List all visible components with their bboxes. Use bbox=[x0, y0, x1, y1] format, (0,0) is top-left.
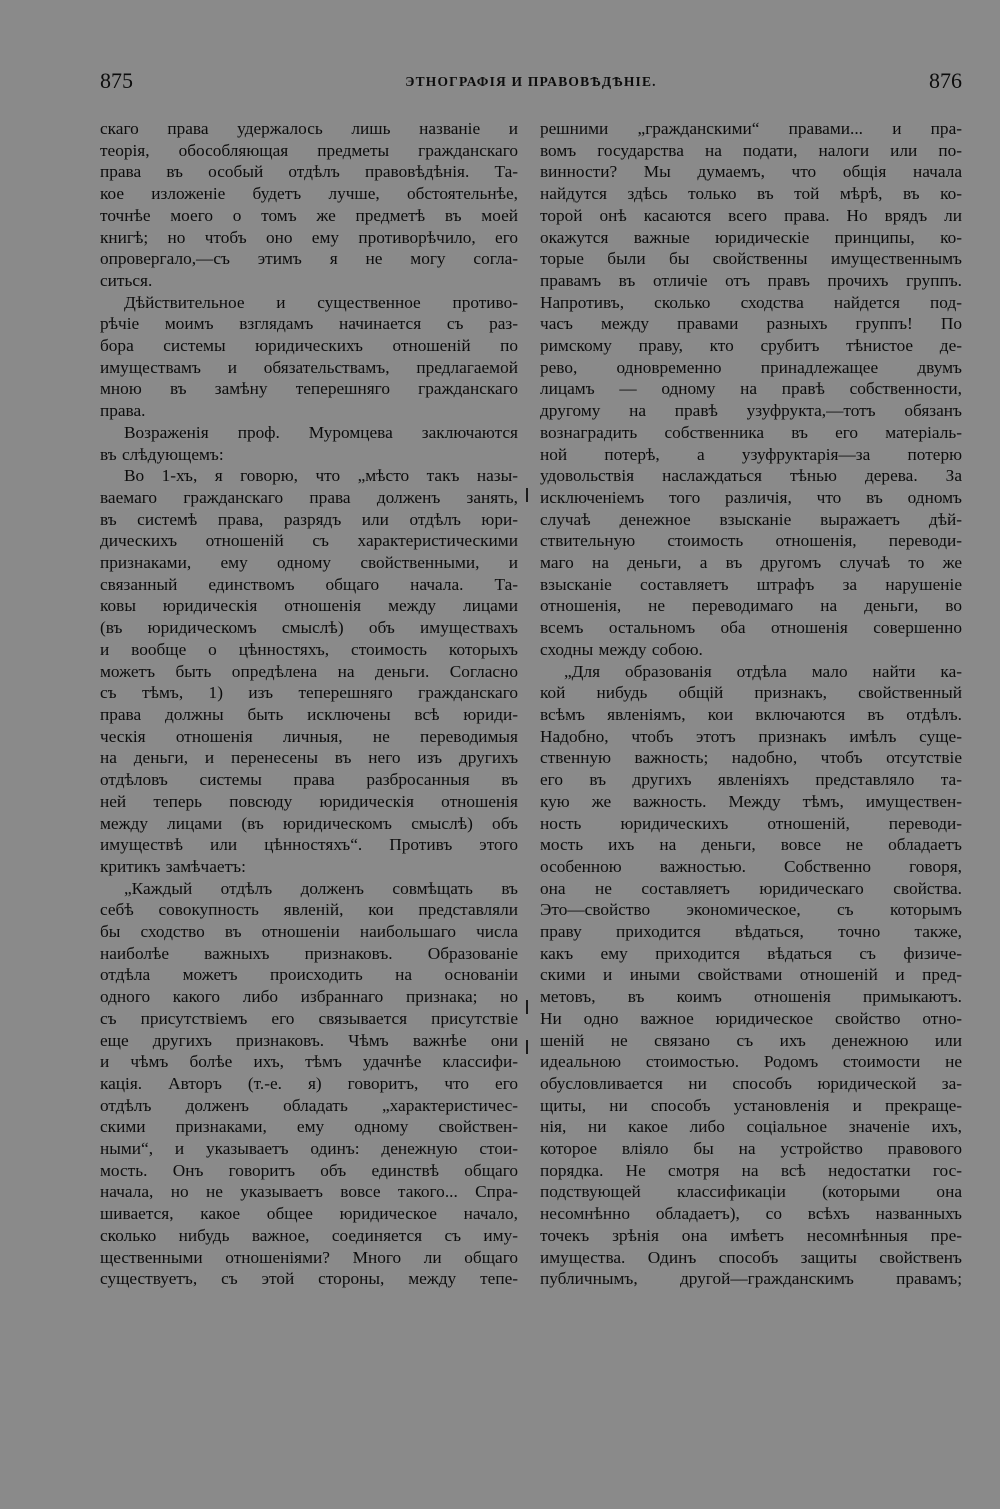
text-line: взысканіе составляетъ штрафъ за нарушеніе bbox=[540, 574, 962, 594]
text-line: имуществамъ и обязательствамъ, предлагаемой bbox=[100, 357, 518, 377]
text-line: ственную важность; надобно, чтобъ отсутствіе bbox=[540, 748, 962, 768]
text-line: какъ ему приходится вѣдаться съ физиче- bbox=[540, 943, 962, 963]
margin-mark bbox=[526, 1040, 528, 1054]
text-line: Напротивъ, сколько сходства найдется под- bbox=[540, 292, 962, 312]
text-line: (въ юридическомъ смыслѣ) объ имуществахъ bbox=[100, 618, 518, 638]
text-line: книгѣ; но чтобъ оно ему противорѣчило, его bbox=[100, 227, 518, 247]
text-line: его въ другихъ явленіяхъ представляло та- bbox=[540, 770, 962, 790]
text-line: себѣ совокупность явленій, кои представляли bbox=[100, 900, 518, 920]
text-line: Дѣйствительное и существенное противо- bbox=[124, 292, 518, 312]
text-line: особенною важностью. Собственно говоря, bbox=[540, 856, 962, 876]
text-line: скаго права удержалось лишь названіе и bbox=[100, 119, 518, 138]
text-line: порядка. Не смотря на всѣ недостатки гос- bbox=[540, 1160, 962, 1180]
text-line: признаками, ему одному свойственными, и bbox=[100, 553, 518, 573]
margin-mark bbox=[526, 1000, 528, 1014]
text-line: „Каждый отдѣлъ долженъ совмѣщать въ bbox=[124, 878, 518, 898]
text-line: существуетъ, съ этой стороны, между тепе- bbox=[100, 1269, 518, 1289]
text-line: ными“, и указываетъ одинъ: денежную стои- bbox=[100, 1139, 518, 1159]
text-line: сходны между собою. bbox=[540, 639, 703, 659]
text-line: съ присутствіемъ его связывается присутствіе bbox=[100, 1008, 518, 1028]
text-line: винности? Мы думаемъ, что общія начала bbox=[540, 162, 962, 182]
text-line: ствительную стоимость отношенія, переводи- bbox=[540, 531, 962, 551]
text-line: торые были бы свойственны имущественнымъ bbox=[540, 249, 962, 269]
text-line: отдѣловъ системы права разбросанныя въ bbox=[100, 770, 518, 790]
text-line: бы сходство въ отношеніи наибольшаго числа bbox=[100, 922, 518, 942]
text-line: отдѣлъ долженъ обладать „характеристичес- bbox=[100, 1095, 518, 1115]
text-line: найдутся здѣсь только въ той мѣрѣ, въ ко- bbox=[540, 184, 962, 204]
text-line: „Для образованія отдѣла мало найти ка- bbox=[564, 661, 962, 681]
text-line: точнѣе моего о томъ же предметѣ въ моей bbox=[100, 205, 518, 225]
text-line: часъ между правами разныхъ группъ! По bbox=[540, 314, 962, 334]
text-line: наиболѣе важныхъ признаковъ. Образованіе bbox=[100, 943, 518, 963]
text-line: кой нибудь общій признакъ, свойственный bbox=[540, 683, 962, 703]
text-line: окажутся важные юридическіе принципы, ко- bbox=[540, 227, 962, 247]
text-line: метовъ, въ коимъ отношенія примыкаютъ. bbox=[540, 987, 962, 1007]
text-line: вознаградить собственника въ его матеріаль- bbox=[540, 422, 962, 442]
text-line: еще другихъ признаковъ. Чѣмъ важнѣе они bbox=[100, 1030, 518, 1050]
column-gutter bbox=[527, 120, 528, 1420]
text-line: она не составляетъ юридическаго свойства. bbox=[540, 878, 962, 898]
text-line: щественными отношеніями? Много ли общаго bbox=[100, 1247, 518, 1267]
text-line: бора системы юридическихъ отношеній по bbox=[100, 336, 518, 356]
text-line: начала, но не указываетъ вовсе такого... Спра- bbox=[100, 1182, 518, 1202]
text-line: отдѣла можетъ происходить на основаніи bbox=[100, 965, 518, 985]
left-text-column bbox=[100, 118, 518, 1290]
text-line: праву приходится вѣдаться, точно также, bbox=[540, 922, 962, 942]
text-line: можетъ быть опредѣлена на деньги. Согласно bbox=[100, 661, 518, 681]
text-line: исключеніемъ того различія, что въ одномъ bbox=[540, 487, 962, 507]
text-line: критикъ замѣчаетъ: bbox=[100, 856, 246, 876]
text-line: всемъ остальномъ оба отношенія совершенно bbox=[540, 618, 962, 638]
text-line: вомъ государства на подати, налоги или по- bbox=[540, 140, 962, 160]
text-line: подствующей классификаціи (которыми она bbox=[540, 1182, 962, 1202]
text-line: мною въ замѣну теперешняго гражданскаго bbox=[100, 379, 518, 399]
text-line: маго на деньги, а въ другомъ случаѣ то же bbox=[540, 553, 962, 573]
text-line: точекъ зрѣнія она имѣетъ несомнѣнныя пре- bbox=[540, 1225, 962, 1245]
text-line: которое вліяло бы на устройство правового bbox=[540, 1139, 962, 1159]
text-line: одного какого либо избраннаго признака; но bbox=[100, 987, 518, 1007]
text-line: рѣчіе моимъ взглядамъ начинается съ раз- bbox=[100, 314, 518, 334]
text-line: удовольствія наслаждаться тѣнью дерева. За bbox=[540, 466, 962, 486]
text-line: ней теперь повсюду юридическія отношенія bbox=[100, 791, 518, 811]
text-line: несомнѣнно обладаетъ), со всѣхъ названныхъ bbox=[540, 1204, 962, 1224]
text-line: права въ особый отдѣлъ правовѣдѣнія. Та- bbox=[100, 162, 518, 182]
text-line: шеній не связано съ ихъ денежною или bbox=[540, 1030, 962, 1050]
text-line: ситься. bbox=[100, 270, 153, 290]
text-line: кую же важность. Между тѣмъ, имуществен- bbox=[540, 791, 962, 811]
text-line: нія, ни какое либо соціальное значеніе ихъ, bbox=[540, 1117, 962, 1137]
text-line: опровергало,—съ этимъ я не могу согла- bbox=[100, 249, 518, 269]
text-line: скими признаками, ему одному свойствен- bbox=[100, 1117, 518, 1137]
text-line: права. bbox=[100, 401, 146, 421]
right-text-column bbox=[540, 118, 962, 1290]
text-line: Во 1-хъ, я говорю, что „мѣсто такъ назы- bbox=[124, 466, 518, 486]
text-line: ность юридическихъ отношеній, переводи- bbox=[540, 813, 962, 833]
text-line: идеальною стоимостью. Родомъ стоимости не bbox=[540, 1052, 962, 1072]
text-line: обусловливается ни способъ юридической за- bbox=[540, 1073, 962, 1093]
text-line: кое изложеніе будетъ лучше, обстоятельнѣе, bbox=[100, 184, 518, 204]
text-line: дическихъ отношеній съ характеристическими bbox=[100, 531, 518, 551]
text-line: на деньги, и перенесены въ него изъ другихъ bbox=[100, 748, 518, 768]
text-line: отношенія, не переводимаго на деньги, во bbox=[540, 596, 962, 616]
text-line: лицамъ — одному на правѣ собственности, bbox=[540, 379, 962, 399]
text-line: ной потерѣ, а узуфруктарія—за потерю bbox=[540, 444, 962, 464]
text-line: Это—свойство экономическое, съ которымъ bbox=[540, 900, 962, 920]
text-line: теорія, обособляющая предметы гражданскаго bbox=[100, 140, 518, 160]
text-line: щиты, ни способъ установленія и прекраще- bbox=[540, 1095, 962, 1115]
text-line: и вообще о цѣнностяхъ, стоимость которыхъ bbox=[100, 639, 518, 659]
text-line: всѣмъ явленіямъ, кои включаются въ отдѣлъ. bbox=[540, 704, 962, 724]
text-line: Ни одно важное юридическое свойство отно- bbox=[540, 1008, 962, 1028]
text-line: Надобно, чтобъ этотъ признакъ имѣлъ суще- bbox=[540, 726, 962, 746]
text-line: мость ихъ на деньги, вовсе не обладаетъ bbox=[540, 835, 962, 855]
text-line: случаѣ денежное взысканіе выражаетъ дѣй- bbox=[540, 509, 962, 529]
margin-mark bbox=[526, 488, 528, 502]
text-line: ваемаго гражданскаго права долженъ занять, bbox=[100, 487, 518, 507]
page-header bbox=[100, 68, 962, 98]
text-line: другому на правѣ узуфрукта,—тотъ обязанъ bbox=[540, 401, 962, 421]
text-line: скими и иными свойствами отношеній и пред- bbox=[540, 965, 962, 985]
text-line: публичнымъ, другой—гражданскимъ правамъ; bbox=[540, 1269, 962, 1289]
text-line: правамъ въ отличіе отъ правъ прочихъ группъ. bbox=[540, 270, 962, 290]
running-title: ЭТНОГРАФІЯ И ПРАВОВѢДѢНІЕ. bbox=[405, 74, 657, 89]
text-line: и чѣмъ болѣе ихъ, тѣмъ удачнѣе классифи- bbox=[100, 1052, 518, 1072]
text-line: сколько нибудь важное, соединяется съ иму- bbox=[100, 1225, 518, 1245]
text-line: имуществѣ или цѣнностяхъ“. Противъ этого bbox=[100, 835, 518, 855]
text-line: связанный единствомъ общаго начала. Та- bbox=[100, 574, 518, 594]
text-line: имущества. Одинъ способъ защиты свойственъ bbox=[540, 1247, 962, 1267]
left-page-number: 875 bbox=[100, 68, 133, 93]
text-line: съ тѣмъ, 1) изъ теперешняго гражданскаго bbox=[100, 683, 518, 703]
text-line: кація. Авторъ (т.-е. я) говоритъ, что его bbox=[100, 1073, 518, 1093]
text-line: въ системѣ права, разрядъ или отдѣлъ юри- bbox=[100, 509, 518, 529]
text-line: рево, одновременно принадлежащее двумъ bbox=[540, 357, 962, 377]
text-line: права должны быть исключены всѣ юриди- bbox=[100, 704, 518, 724]
right-page-number: 876 bbox=[929, 68, 962, 93]
text-line: торой онѣ касаются всего права. Но врядъ ли bbox=[540, 205, 962, 225]
text-line: въ слѣдующемъ: bbox=[100, 444, 224, 464]
text-line: решними „гражданскими“ правами... и пра- bbox=[540, 119, 962, 138]
text-line: Возраженія проф. Муромцева заключаются bbox=[124, 422, 518, 442]
text-line: ковы юридическія отношенія между лицами bbox=[100, 596, 518, 616]
text-line: шивается, какое общее юридическое начало, bbox=[100, 1204, 518, 1224]
text-line: между лицами (въ юридическомъ смыслѣ) объ bbox=[100, 813, 518, 833]
text-line: римскому праву, кто срубитъ тѣнистое де- bbox=[540, 336, 962, 356]
text-line: мость. Онъ говоритъ объ единствѣ общаго bbox=[100, 1160, 518, 1180]
text-line: ческія отношенія личныя, не переводимыя bbox=[100, 726, 518, 746]
